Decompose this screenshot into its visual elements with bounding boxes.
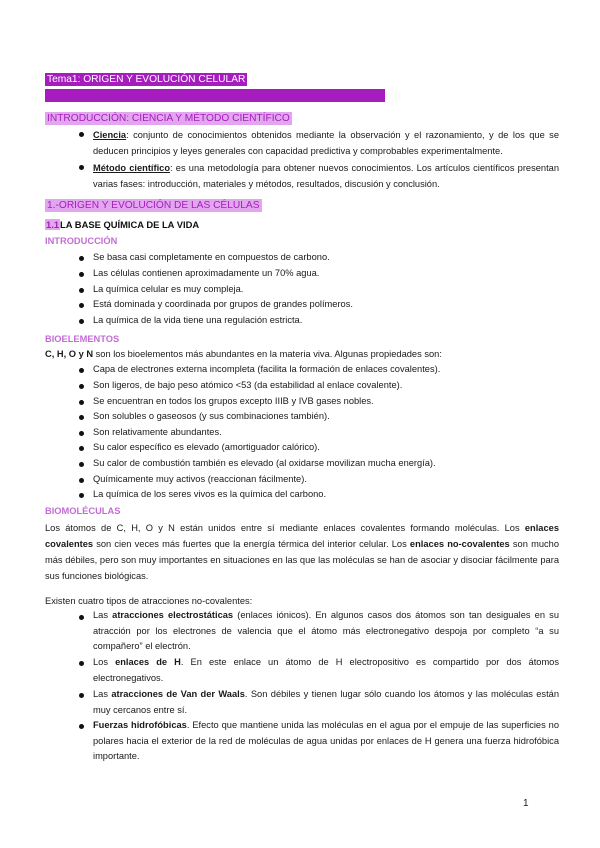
list-item [93, 718, 559, 765]
introduccion-heading: INTRODUCCIÓN [45, 236, 118, 246]
list-item: Son solubles o gaseosos (y sus combinaciones también). [93, 411, 330, 421]
item-text: Las [93, 610, 113, 620]
list-item: La química de la vida tiene una regulación estricta. [93, 315, 303, 325]
list-item: Está dominada y coordinada por grupos de grandes polímeros. [93, 299, 353, 309]
list-item: Las células contienen aproximadamente un 70% agua. [93, 268, 320, 278]
bullet-icon [79, 165, 84, 170]
term-metodo: Método científico [93, 163, 171, 173]
biomoleculas-paragraph [45, 520, 559, 584]
list-item: La química de los seres vivos es la química del carbono. [93, 489, 327, 499]
bullet-icon [79, 256, 84, 261]
bullet-icon [79, 132, 84, 137]
bullet-icon [79, 446, 84, 451]
subsection-number: 1.1 [46, 219, 60, 230]
bullet-icon [79, 384, 84, 389]
bullet-icon [79, 693, 84, 698]
p1-text: son mucho más débiles, pero son muy importantes en situaciones en las que las moléculas se han de asociar y disociar fácilmente para sus funciones biológicas. [45, 539, 559, 581]
item-text: Los [93, 657, 116, 667]
document-title: Tema1: ORIGEN Y EVOLUCIÓN CELULAR [47, 74, 246, 85]
item-text: . Son débiles y tienen lugar sólo cuando los átomos y las moléculas están muy cercanos entre sí. [93, 689, 560, 715]
biomoleculas-heading: BIOMOLÉCULAS [45, 506, 121, 516]
list-item: La química celular es muy compleja. [93, 284, 244, 294]
bullet-icon [79, 319, 84, 324]
list-item [93, 687, 559, 718]
item-bold: atracciones de Van der Waals [111, 689, 245, 699]
lead-bold: C, H, O y N [45, 349, 94, 359]
list-item: Son ligeros, de bajo peso atómico <53 (da estabilidad al enlace covalente). [93, 380, 403, 390]
bullet-icon [79, 661, 84, 666]
item-bold: atracciones electrostáticas [112, 610, 234, 620]
item-text: . Efecto que mantiene unida las moléculas en el agua por el empuje de las superficies no polares hacia el exterior de la red de moléculas de agua unidas por enlaces de H genera una fuerza hidrofóbica importante. [93, 720, 560, 761]
list-item: Se encuentran en todos los grupos excepto IIIB y IVB gases nobles. [93, 396, 374, 406]
list-item: Capa de electrones externa incompleta (facilita la formación de enlaces covalentes). [93, 364, 441, 374]
intro-heading: INTRODUCCIÓN: CIENCIA Y MÉTODO CIENTÍFICO [47, 113, 290, 124]
p1-text: Los átomos de C, H, O y N están unidos entre sí mediante enlaces covalentes formando moléculas. Los [45, 523, 525, 533]
item-text: : conjunto de conocimientos obtenidos mediante la observación y el razonamiento, y de los que se deducen principios y leyes generales con capacidad predictiva y comprobables experimentalmente. [93, 130, 559, 156]
p1-text: son cien veces más fuertes que la energía térmica del interior celular. Los [93, 539, 410, 549]
list-item: Su calor específico es elevado (amortiguador calórico). [93, 442, 320, 452]
term-ciencia: Ciencia [93, 130, 127, 140]
bullet-icon [79, 368, 84, 373]
bullet-icon [79, 272, 84, 277]
page-number: 1 [523, 798, 529, 809]
list-item [93, 160, 559, 192]
p1-bold: enlaces covalentes [45, 523, 559, 549]
item-text: . En este enlace un átomo de H electropositivo es compartido por dos átomos electronegativos. [93, 657, 560, 683]
item-text: : es una metodología para obtener nuevos conocimientos. Los artículos científicos presentan varias fases: introducción, materiales y métodos, resultados, discusión y conclusión. [93, 163, 559, 189]
p1-bold: enlaces no-covalentes [409, 539, 510, 549]
item-text: Las [93, 689, 112, 699]
subsection-title [45, 219, 199, 231]
item-text: (enlaces iónicos). En algunos casos dos átomos son tan desiguales en su atracción por los electrones de valencia que el átomo más electronegativo despoja por completo “a su compañero” el electrón. [93, 610, 559, 651]
bullet-icon [79, 400, 84, 405]
bullet-icon [79, 615, 84, 620]
list-item [93, 127, 559, 159]
bioelementos-heading: BIOELEMENTOS [45, 334, 120, 344]
bullet-icon [79, 493, 84, 498]
bullet-icon [79, 415, 84, 420]
list-item: Se basa casi completamente en compuestos de carbono. [93, 252, 330, 262]
list-item: Son relativamente abundantes. [93, 427, 222, 437]
bioelementos-lead [45, 348, 442, 360]
list-item [93, 655, 559, 686]
lead-text: son los bioelementos más abundantes en la materia viva. Algunas propiedades son: [93, 349, 442, 359]
bullet-icon [79, 462, 84, 467]
section1-heading: 1.-ORIGEN Y EVOLUCIÓN DE LAS CÉLULAS [47, 200, 260, 211]
list-item [93, 608, 559, 655]
item-bold: enlaces de H [115, 657, 181, 667]
list-item: Su calor de combustión también es elevado (al oxidarse movilizan mucha energía). [93, 458, 436, 468]
list-item: Químicamente muy activos (reaccionan fácilmente). [93, 474, 307, 484]
bullet-icon [79, 288, 84, 293]
item-bold: Fuerzas hidrofóbicas [93, 720, 187, 730]
bullet-icon [79, 478, 84, 483]
bullet-icon [79, 431, 84, 436]
subsection-text: LA BASE QUÍMICA DE LA VIDA [60, 219, 200, 230]
title-highlight-bar [45, 89, 385, 102]
bullet-icon [79, 303, 84, 308]
bullet-icon [79, 724, 84, 729]
noncovalent-intro: Existen cuatro tipos de atracciones no-covalentes: [45, 596, 253, 606]
